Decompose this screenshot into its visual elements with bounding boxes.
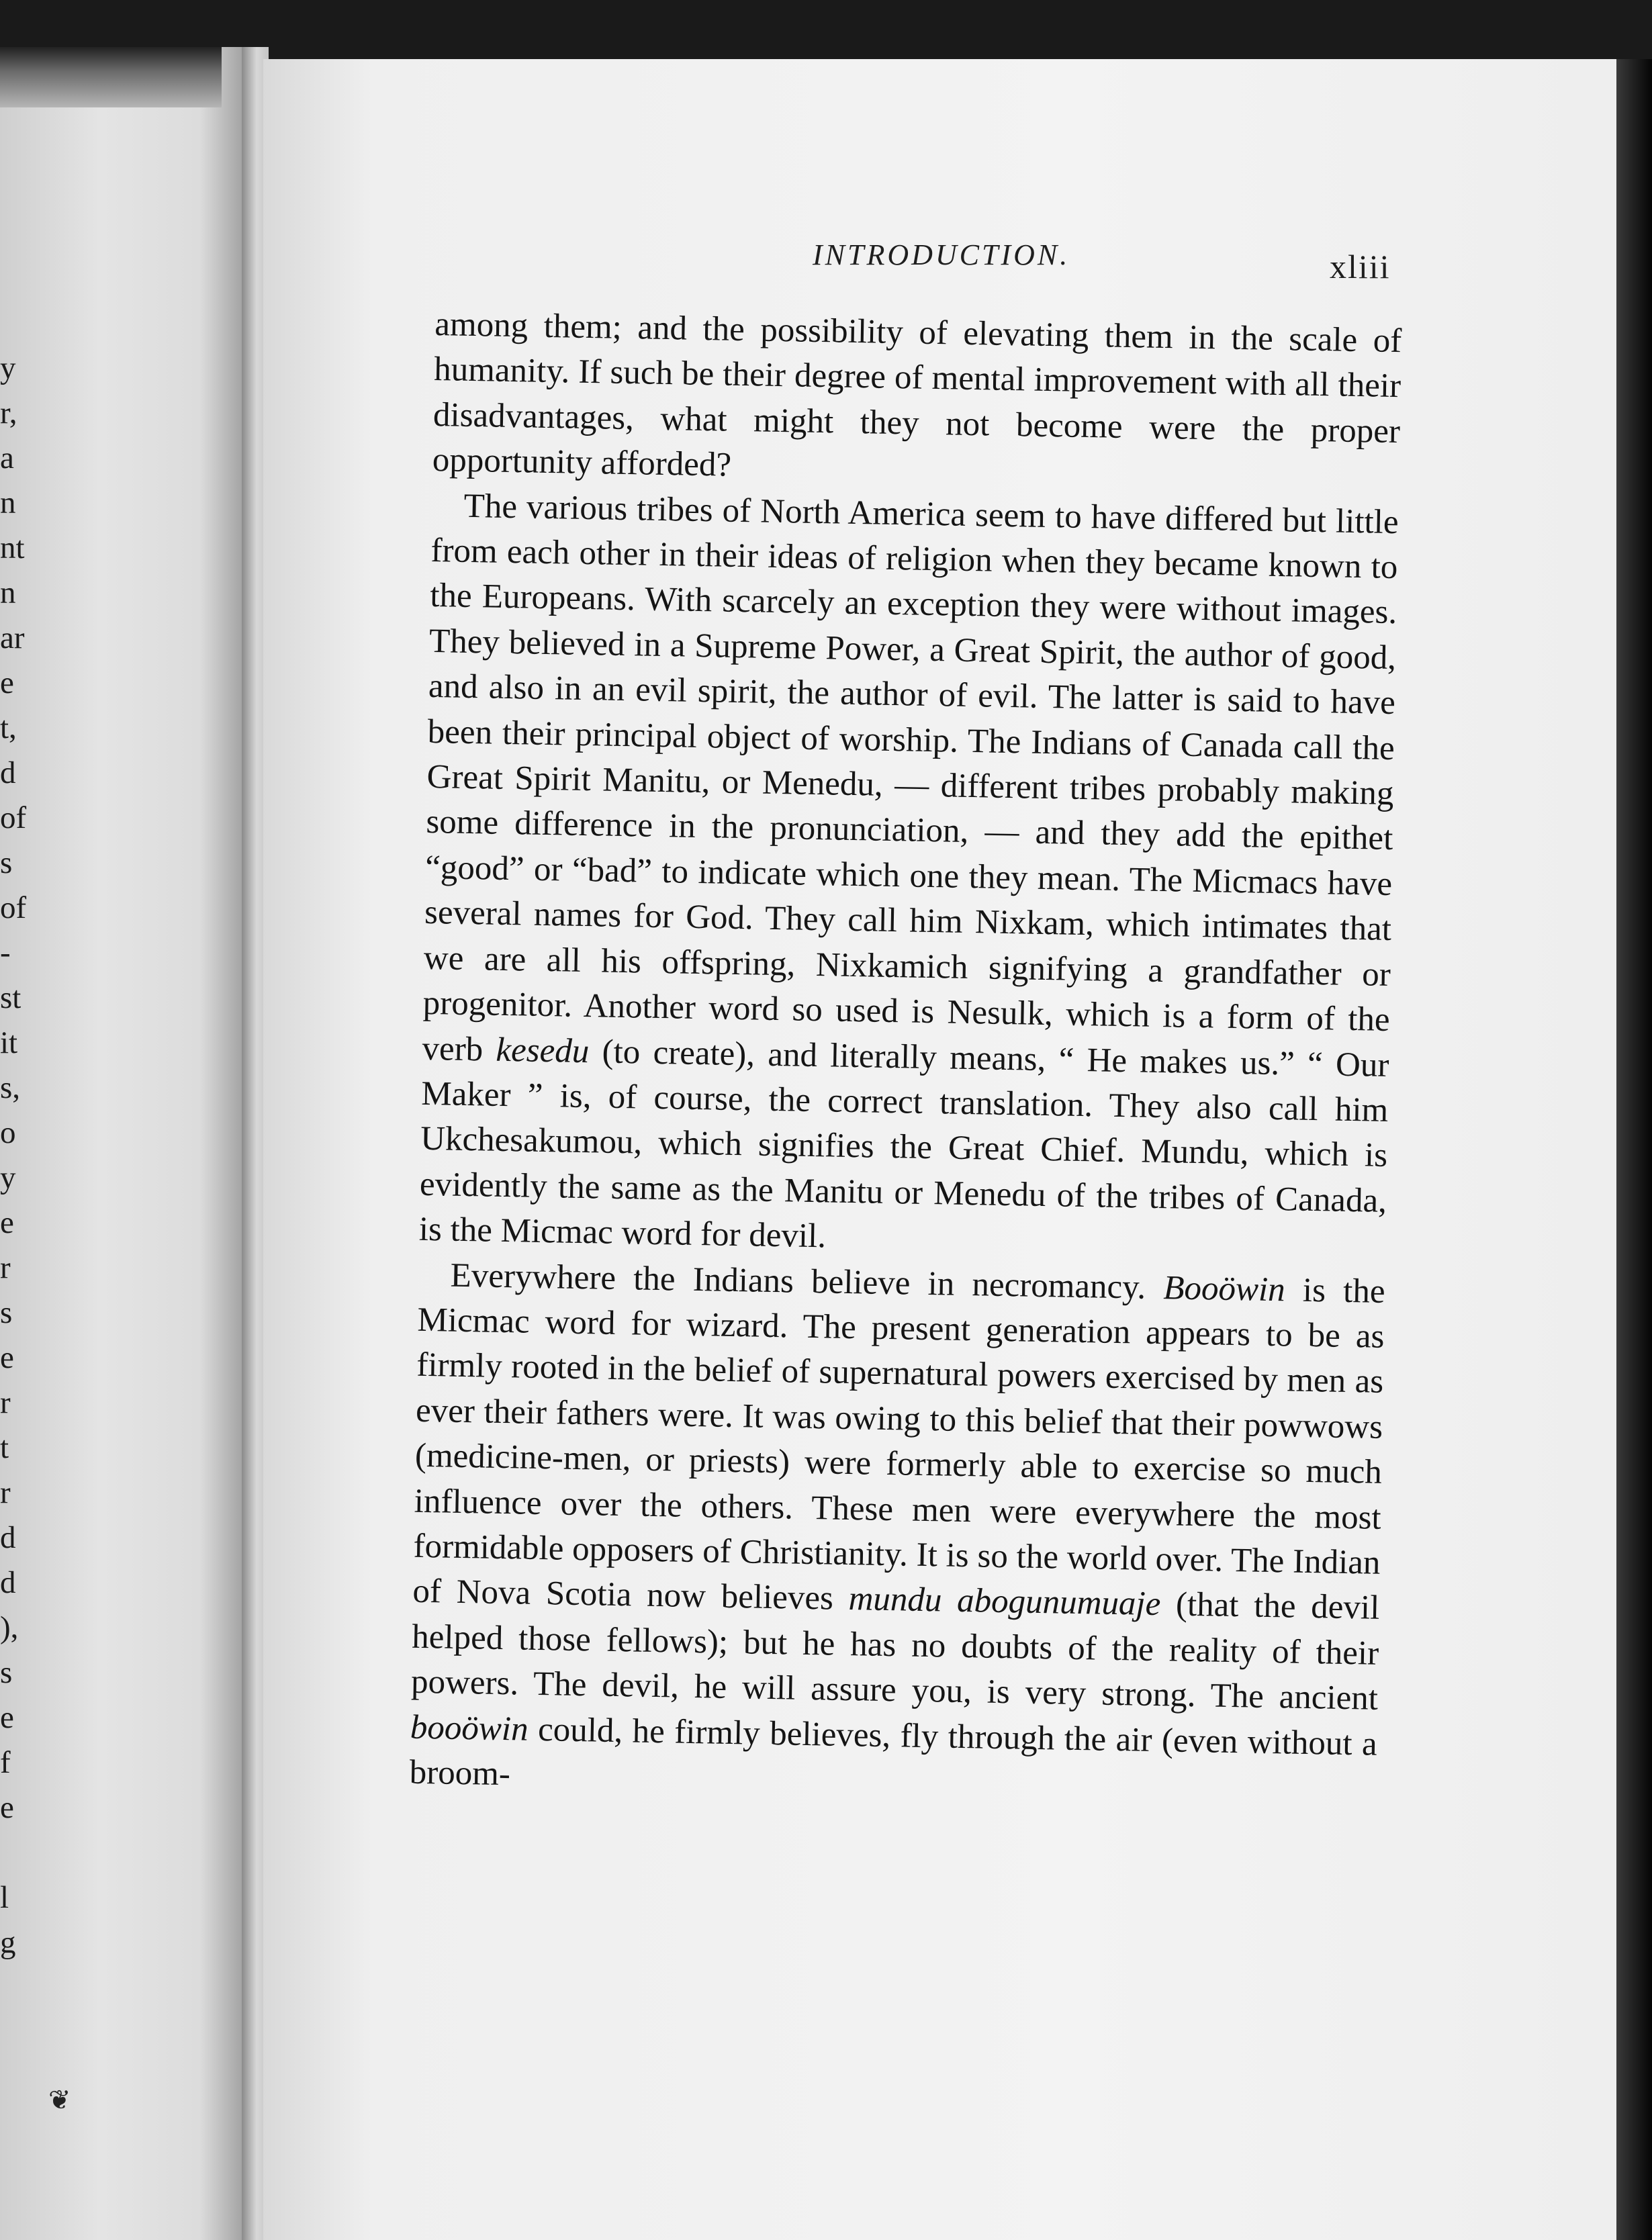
italic-term: mundu abogunumuaje <box>848 1580 1161 1624</box>
italic-term: booöwin <box>410 1708 529 1748</box>
paragraph <box>418 483 1399 1270</box>
line-fragment: g <box>0 1925 16 1960</box>
line-fragment: of <box>0 800 27 835</box>
scan-edge <box>1616 59 1652 2240</box>
body-text <box>409 302 1402 1812</box>
line-fragment: s <box>0 1295 13 1330</box>
text-run: (to create), and literally means, “ He makes us.” “ Our Maker ” is, of course, the correct translation. They also call him Ukchesakumou, which signifies the Great Chief. Mundu, which is evidently the same as the Manitu or Menedu of the tribes of Canada, is the Micmac word for devil. <box>418 1032 1389 1256</box>
line-fragment: t, <box>0 710 17 745</box>
line-fragment: nt <box>0 530 25 565</box>
line-fragment: a <box>0 440 14 475</box>
line-fragment: e <box>0 1790 14 1825</box>
line-fragment: t <box>0 1430 9 1465</box>
scan-speck: ❦ <box>48 2085 71 2116</box>
page-number: xliii <box>1330 248 1391 285</box>
text-run: Everywhere the Indians believe in necromancy. <box>450 1256 1164 1307</box>
line-fragment: s <box>0 845 13 880</box>
italic-term: Booöwin <box>1162 1268 1286 1309</box>
italic-term: kesedu <box>496 1031 590 1070</box>
line-fragment: f <box>0 1745 11 1780</box>
text-run: could, he firmly believes, fly through the air (even without a broom- <box>409 1710 1378 1793</box>
running-head: INTRODUCTION. <box>813 238 1070 271</box>
line-fragment: r <box>0 1250 11 1285</box>
line-fragment: r <box>0 1385 11 1420</box>
line-fragment: - <box>0 935 11 970</box>
line-fragment: e <box>0 1340 14 1375</box>
line-fragment: it <box>0 1025 18 1060</box>
line-fragment: e <box>0 665 14 700</box>
text-run: The various tribes of North America seem to have differed but little from each other in their ideas of religion when they became known to the Europeans. With scarcely an exception they were without images. They believed in a Supreme Power, a Great Spirit, the author of good, and also in an evil spirit, the author of evil. The latter is said to have been their principal object of worship. The Indians of Canada call the Great Spirit Manitu, or Menedu, — different tribes probably making some difference in the pronunciation, — and they add the epithet “good” or “bad” to indicate which one they mean. The Micmacs have several names for God. They call him Nixkam, which intimates that we are all his offspring, Nixkamich signifying a grandfather or progenitor. Another word so used is Nesulk, which is a form of the verb <box>422 487 1399 1069</box>
line-fragment: ar <box>0 620 25 655</box>
line-fragment: o <box>0 1115 16 1150</box>
text-run: is the Micmac word for wizard. The present generation appears to be as firmly rooted in the belief of supernatural powers exercised by men as ever their fathers were. It was owing to this belief that their powwows (medicine-men, or priests) were formerly able to exercise so much influence over the others. These men were everywhere the most formidable opposers of Christianity. It is so the world over. The Indian of Nova Scotia now believes <box>412 1270 1386 1618</box>
text-run: among them; and the possibility of elevating them in the scale of humanity. If such be their degree of mental improvement with all their disadvantages, what might they not become were the proper opportunity afforded? <box>432 305 1402 484</box>
text-run: (that the devil helped those fellows); but he has no doubts of the reality of their powers. The devil, he will assure you, is very strong. The ancient <box>410 1585 1380 1718</box>
line-fragment: of <box>0 890 27 925</box>
line-fragment: r <box>0 1475 11 1510</box>
line-fragment: e <box>0 1205 14 1240</box>
line-fragment: d <box>0 755 16 790</box>
line-fragment: y <box>0 1160 16 1195</box>
paragraph <box>409 1252 1385 1812</box>
line-fragment <box>0 1830 40 1875</box>
line-fragment: d <box>0 1520 16 1555</box>
line-fragment: d <box>0 1565 16 1600</box>
line-fragment: n <box>0 575 16 610</box>
line-fragment: n <box>0 485 16 520</box>
line-fragment: ), <box>0 1610 19 1645</box>
line-fragment: l <box>0 1880 9 1915</box>
previous-page-fragment <box>0 47 250 2240</box>
previous-page-line-endings <box>0 346 40 1965</box>
line-fragment: r, <box>0 395 17 430</box>
line-fragment: y <box>0 351 16 385</box>
line-fragment: s, <box>0 1070 21 1105</box>
book-top-edge <box>0 47 222 107</box>
line-fragment: e <box>0 1700 14 1735</box>
paragraph <box>432 302 1402 500</box>
line-fragment: st <box>0 980 21 1015</box>
line-fragment: s <box>0 1655 13 1690</box>
